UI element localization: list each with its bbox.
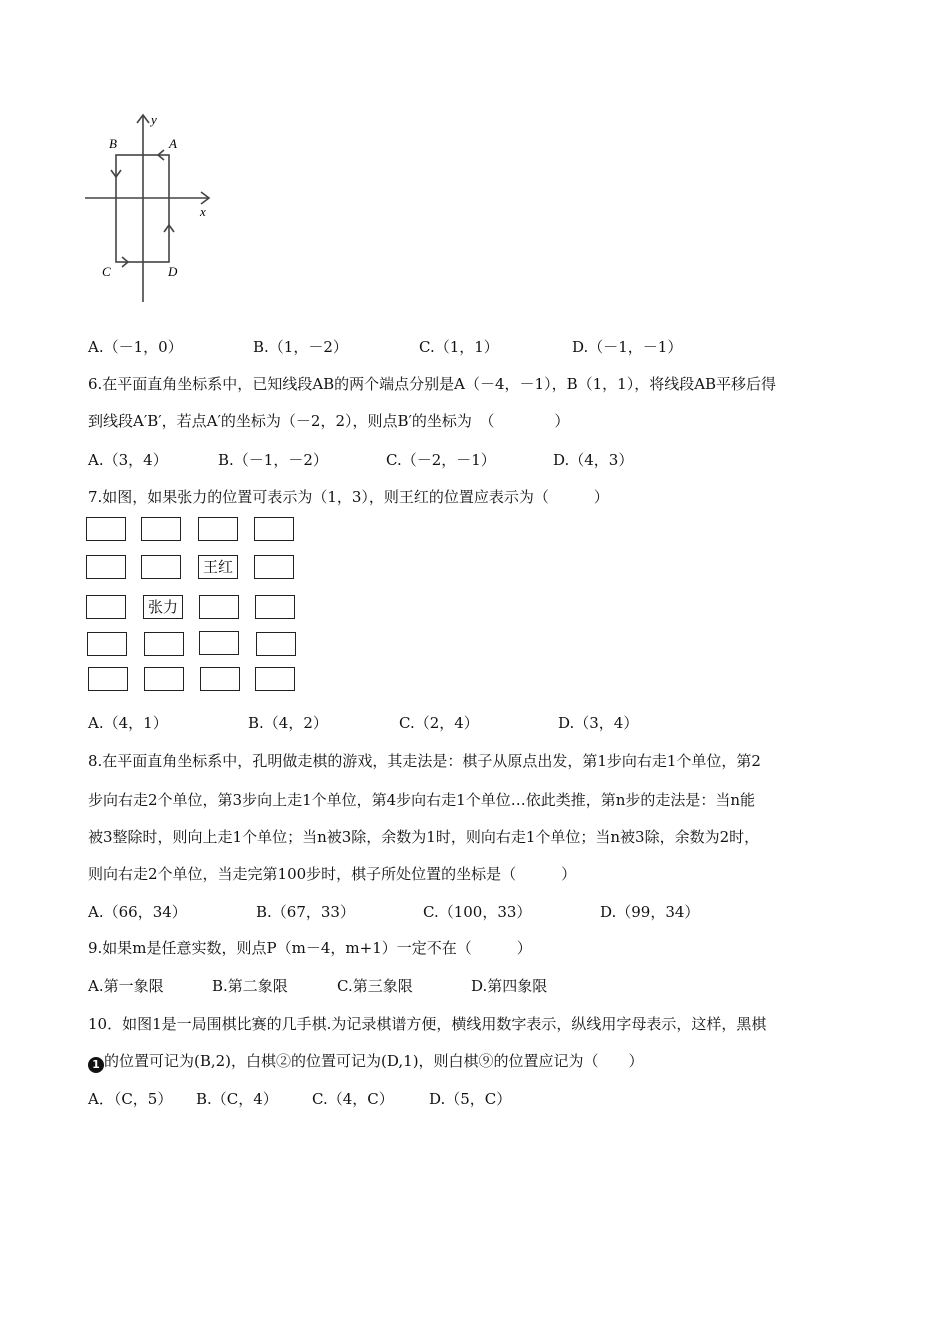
q8-option-c[interactable]: C.（100，33） xyxy=(423,903,532,921)
seat-box xyxy=(86,555,126,579)
q10-text-line2: 的位置可记为(B,2)，白棋②的位置可记为(D,1)，则白棋⑨的位置应记为（ ） xyxy=(104,1052,644,1070)
seat-box xyxy=(86,595,126,619)
q7-option-d[interactable]: D.（3，4） xyxy=(558,714,639,732)
seat-box-wanghong: 王红 xyxy=(198,555,238,579)
q5-option-a[interactable]: A.（－1，0） xyxy=(88,338,183,356)
q10-option-b[interactable]: B.（C，4） xyxy=(196,1090,278,1108)
y-axis-label: y xyxy=(151,112,157,127)
q6-option-c[interactable]: C.（－2，－1） xyxy=(386,451,496,469)
seat-box xyxy=(199,631,239,655)
q5-option-c[interactable]: C.（1，1） xyxy=(419,338,499,356)
q10-option-c[interactable]: C.（4，C） xyxy=(312,1090,394,1108)
seat-box xyxy=(200,667,240,691)
q6-option-a[interactable]: A.（3，4） xyxy=(88,451,168,469)
seat-box xyxy=(141,517,181,541)
black-stone-icon: 1 xyxy=(88,1057,104,1073)
seat-box xyxy=(144,632,184,656)
q7-option-a[interactable]: A.（4，1） xyxy=(88,714,168,732)
q6-option-d[interactable]: D.（4，3） xyxy=(553,451,634,469)
q5-option-b[interactable]: B.（1，－2） xyxy=(253,338,348,356)
seat-box xyxy=(256,632,296,656)
seat-box xyxy=(199,595,239,619)
seat-box xyxy=(254,555,294,579)
q7-option-c[interactable]: C.（2，4） xyxy=(399,714,479,732)
q9-option-c[interactable]: C.第三象限 xyxy=(337,977,413,995)
seat-box xyxy=(144,667,184,691)
q8-text-line1: 8.在平面直角坐标系中，孔明做走棋的游戏，其走法是：棋子从原点出发，第1步向右走1个单位，第2 xyxy=(88,752,761,770)
point-A-label: A xyxy=(169,136,177,151)
coordinate-path-figure xyxy=(80,110,220,310)
q10-option-d[interactable]: D.（5，C） xyxy=(429,1090,512,1108)
q8-text-line4: 则向右走2个单位，当走完第100步时，棋子所处位置的坐标是（ ） xyxy=(88,865,577,883)
seat-box xyxy=(88,667,128,691)
point-C-label: C xyxy=(102,264,111,279)
q6-text-line2: 到线段A′B′，若点A′的坐标为（－2，2），则点B′的坐标为 （ ） xyxy=(88,412,570,430)
q8-text-line2: 步向右走2个单位，第3步向上走1个单位，第4步向右走1个单位…依此类推，第n步的走法是：当n能 xyxy=(88,791,756,809)
q7-text-line1: 7.如图，如果张力的位置可表示为（1，3），则王红的位置应表示为（ ） xyxy=(88,488,609,506)
q8-option-a[interactable]: A.（66，34） xyxy=(88,903,187,921)
q10-text-line1: 10．如图1是一局围棋比赛的几手棋.为记录棋谱方便，横线用数字表示，纵线用字母表示，这样，黑棋 xyxy=(88,1015,767,1033)
seat-box xyxy=(141,555,181,579)
q8-text-line3: 被3整除时，则向上走1个单位；当n被3除，余数为1时，则向右走1个单位；当n被3除，余数为2时， xyxy=(88,828,760,846)
q10-option-a[interactable]: A．（C，5） xyxy=(88,1090,173,1108)
q10-text-line2-wrap xyxy=(88,1051,644,1073)
q8-option-d[interactable]: D.（99，34） xyxy=(600,903,700,921)
q9-text-line1: 9.如果m是任意实数，则点P（m－4，m+1）一定不在（ ） xyxy=(88,939,532,957)
q9-option-a[interactable]: A.第一象限 xyxy=(88,977,164,995)
q8-option-b[interactable]: B.（67，33） xyxy=(256,903,355,921)
q9-option-d[interactable]: D.第四象限 xyxy=(471,977,548,995)
q7-option-b[interactable]: B.（4，2） xyxy=(248,714,328,732)
seat-box xyxy=(86,517,126,541)
seat-box xyxy=(255,667,295,691)
point-B-label: B xyxy=(109,136,117,151)
point-D-label: D xyxy=(168,264,178,279)
seat-box xyxy=(254,517,294,541)
seat-box xyxy=(255,595,295,619)
seat-box xyxy=(87,632,127,656)
x-axis-label: x xyxy=(200,204,206,219)
q9-option-b[interactable]: B.第二象限 xyxy=(212,977,288,995)
q6-text-line1: 6.在平面直角坐标系中，已知线段AB的两个端点分别是A（－4，－1），B（1，1），将线段AB平移后得 xyxy=(88,375,777,393)
q5-option-d[interactable]: D.（－1，－1） xyxy=(572,338,683,356)
seat-box-zhangli: 张力 xyxy=(143,595,183,619)
seat-box xyxy=(198,517,238,541)
q6-option-b[interactable]: B.（－1，－2） xyxy=(218,451,328,469)
